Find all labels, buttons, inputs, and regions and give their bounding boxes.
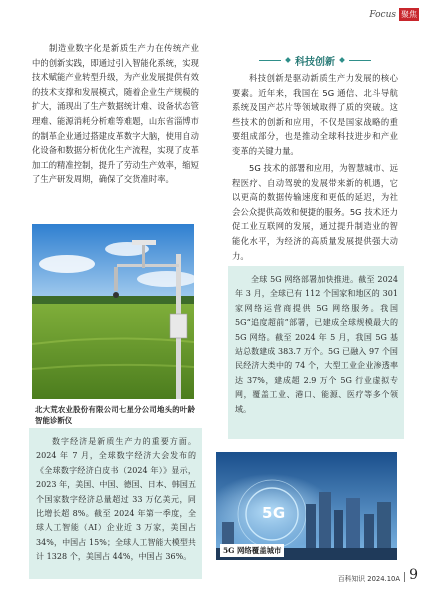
digital-economy-box: [29, 428, 202, 579]
photo-caption: 北大荒农业股份有限公司七星分公司地头的叶龄智能诊断仪: [35, 405, 195, 425]
digital-economy-text: 数字经济是新质生产力的重要方面。2024 年 7 月，全球数字经济大会发布的《全球数字经济白皮书（2024 年）》显示，2023 年，美国、中国、德国、日本、韩国五个国家数字经济总量超过 33 万亿美元，同比增长超 8%。截至 2024 年第一季度，全球人工智能（AI）企业近 3 万家，美国占 34%，中国占 15%；全球人工智能大模型共计 1328 个，美国占 44%，中国占 36%。: [36, 437, 197, 562]
field-photo: [32, 224, 194, 399]
footer-divider: [404, 572, 405, 582]
city-caption: 5G 网络覆盖城市: [220, 544, 284, 557]
network-box: [228, 266, 404, 439]
footer-publication: 百科知识 2024.10A: [337, 575, 400, 583]
tech-paragraph-1: 科技创新是驱动新质生产力发展的核心要素。近年来，我国在 5G 通信、北斗导航系统及国产芯片等领域取得了质的突破。这些技术的创新和应用，不仅是国家战略的重要组成部分，也是推动全球科技进步和产业变革的关键力量。: [232, 73, 398, 156]
field-photo-illustration: [32, 224, 194, 399]
title-diamond-left: [285, 57, 291, 63]
section-title: 科技创新: [295, 56, 335, 68]
header-section-en: Focus: [369, 9, 396, 20]
section-title-row: [232, 53, 398, 67]
city-photo: [216, 452, 397, 560]
title-rule-left: [259, 60, 281, 61]
title-diamond-right: [339, 57, 345, 63]
network-box-text: 全球 5G 网络部署加快推进。截至 2024 年 3 月，全球已有 112 个国家和地区的 301 家网络运营商提供 5G 网络服务。我国 5G“追度超前”部署，已建成全球规模最大的 5G 网络。截至 2024 年 5 月，我国 5G 基站总数建成 383.7 万个。5G 已融入 97 个国民经济大类中的 74 个，大型工业企业渗透率达 37%，建成超 2.9 万个 5G 行业虚拟专网，覆盖工业、港口、能源、医疗等多个领域。: [235, 275, 398, 414]
header-section-label: [369, 8, 419, 21]
title-rule-right: [349, 60, 371, 61]
city-image-5g-label: 5G: [262, 504, 286, 522]
tech-paragraph-2: 5G 技术的部署和应用，为智慧城市、远程医疗、自动驾驶的发展带来新的机遇，它以更高的数据传输速度和更低的延迟，为社会公众提供高效和便捷的服务。5G 技术还力促工业互联网的发展，通过提升制造业的智能化水平，为经济的高质量发展提供强大动力。: [232, 163, 398, 261]
footer-page-number: 9: [409, 567, 418, 583]
intro-paragraph: 制造业数字化是新质生产力在传统产业中的创新实践，即通过引入智能化系统，实现技术赋能产业转型升级，为产业发展提供有效的技术支撑和发展模式，随着企业生产规模的扩大，涌现出了生产数据统计难、设备状态管理难、能源消耗分析难等难题，山东省淄博市的制革企业通过搭建皮革数字大脑，使用自动化设备和数据分析优化生产流程，实现了皮革加工的精准控制，提升了劳动生产效率，缩短了生产研发周期，确保了交货准时率。: [32, 43, 199, 185]
header-section-cn: 聚焦: [401, 10, 417, 19]
